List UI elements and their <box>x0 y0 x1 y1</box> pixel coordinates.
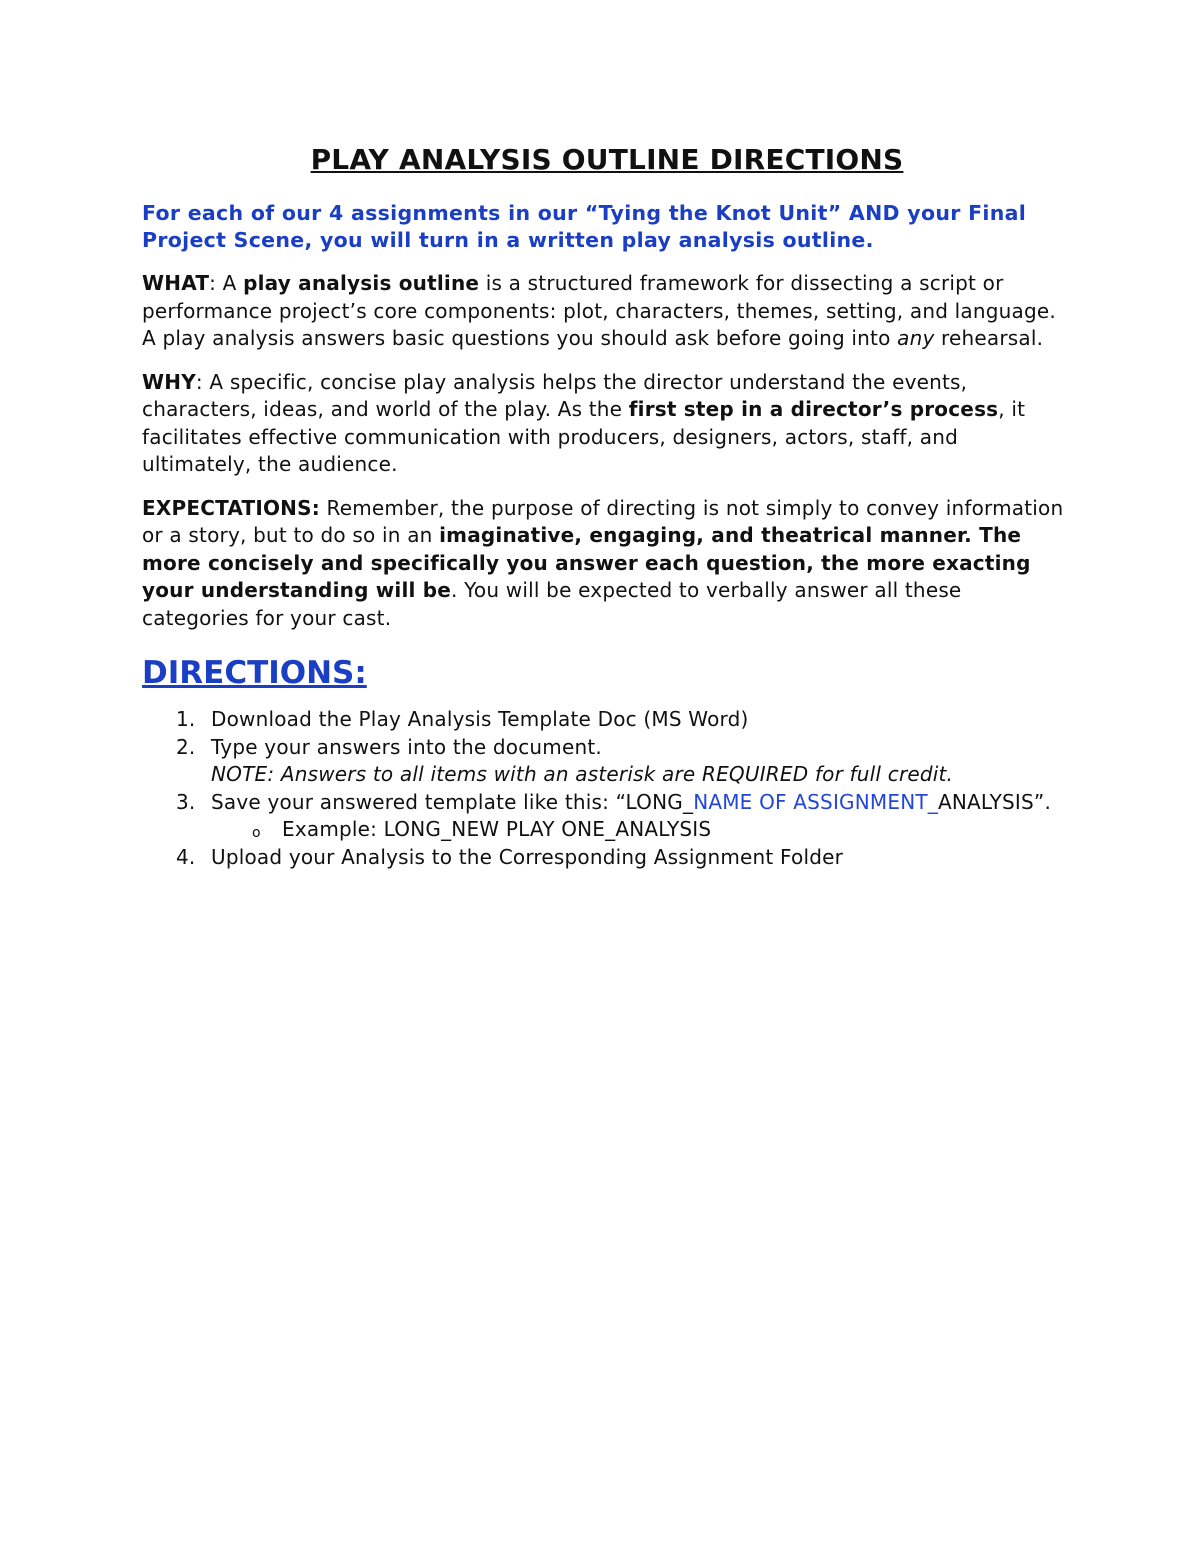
why-text-1: : A specific, concise play analysis helps the director understand the events, characters, ideas, and world of the play. As the <box>142 369 968 421</box>
step-note: NOTE: Answers to all items with an asterisk are REQUIRED for full credit. <box>211 762 954 786</box>
expectations-bold-phrase: imaginative, engaging, and theatrical manner. The more concisely and specifically you answer each question, the more exacting your understanding will be <box>142 523 1031 602</box>
step-text: Upload your Analysis to the Corresponding Assignment Folder <box>211 844 844 869</box>
what-text-3: rehearsal. <box>934 326 1044 350</box>
what-bold-term: play analysis outline <box>243 271 480 295</box>
step-text: Download the Play Analysis Template Doc (MS Word) <box>211 707 749 731</box>
list-item <box>142 734 1072 789</box>
expectations-label: EXPECTATIONS: <box>142 495 320 520</box>
what-paragraph <box>142 270 1072 353</box>
step-number: 4. <box>176 844 196 869</box>
why-bold-phrase: first step in a director’s process <box>628 397 999 421</box>
step-number: 1. <box>176 707 196 731</box>
expectations-text-2: . You will be expected to verbally answer all these categories for your cast. <box>142 578 962 630</box>
step-text: Type your answers into the document. <box>211 734 602 759</box>
expectations-text-1: Remember, the purpose of directing is not simply to convey information or a story, but to do so in an <box>142 495 1064 547</box>
what-italic-word: any <box>897 326 935 350</box>
document-page <box>142 140 1072 871</box>
intro-paragraph: For each of our 4 assignments in our “Tying the Knot Unit” AND your Final Project Scene, you will turn in a written play analysis outline. <box>142 201 1027 252</box>
why-paragraph <box>142 369 1072 479</box>
step-text-placeholder: NAME OF ASSIGNMENT_ <box>693 789 938 814</box>
list-item <box>142 706 1072 734</box>
what-label: WHAT <box>142 271 210 295</box>
directions-list <box>142 706 1072 871</box>
example-sub-item <box>142 816 1072 844</box>
why-label: WHY <box>142 369 196 394</box>
circle-bullet-icon: o <box>252 825 261 841</box>
step-text-post: ANALYSIS”. <box>937 789 1052 814</box>
step-number: 2. <box>176 734 196 759</box>
step-number: 3. <box>176 789 196 814</box>
step-text-pre: Save your answered template like this: “LONG_ <box>211 789 694 814</box>
what-text-1: : A <box>209 271 244 295</box>
expectations-paragraph <box>142 495 1072 633</box>
list-item <box>142 789 1072 844</box>
example-text: Example: LONG_NEW PLAY ONE_ANALYSIS <box>282 817 712 841</box>
list-item <box>142 844 1072 872</box>
what-text-2: is a structured framework for dissecting a script or performance project’s core components: plot, characters, themes, setting, and language. A play analysis answers basic questions you should ask before going into <box>142 271 1056 350</box>
directions-heading: DIRECTIONS: <box>142 655 367 691</box>
page-title: PLAY ANALYSIS OUTLINE DIRECTIONS <box>310 143 904 176</box>
why-text-2: , it facilitates effective communication with producers, designers, actors, staff, and ultimately, the audience. <box>142 397 1026 476</box>
